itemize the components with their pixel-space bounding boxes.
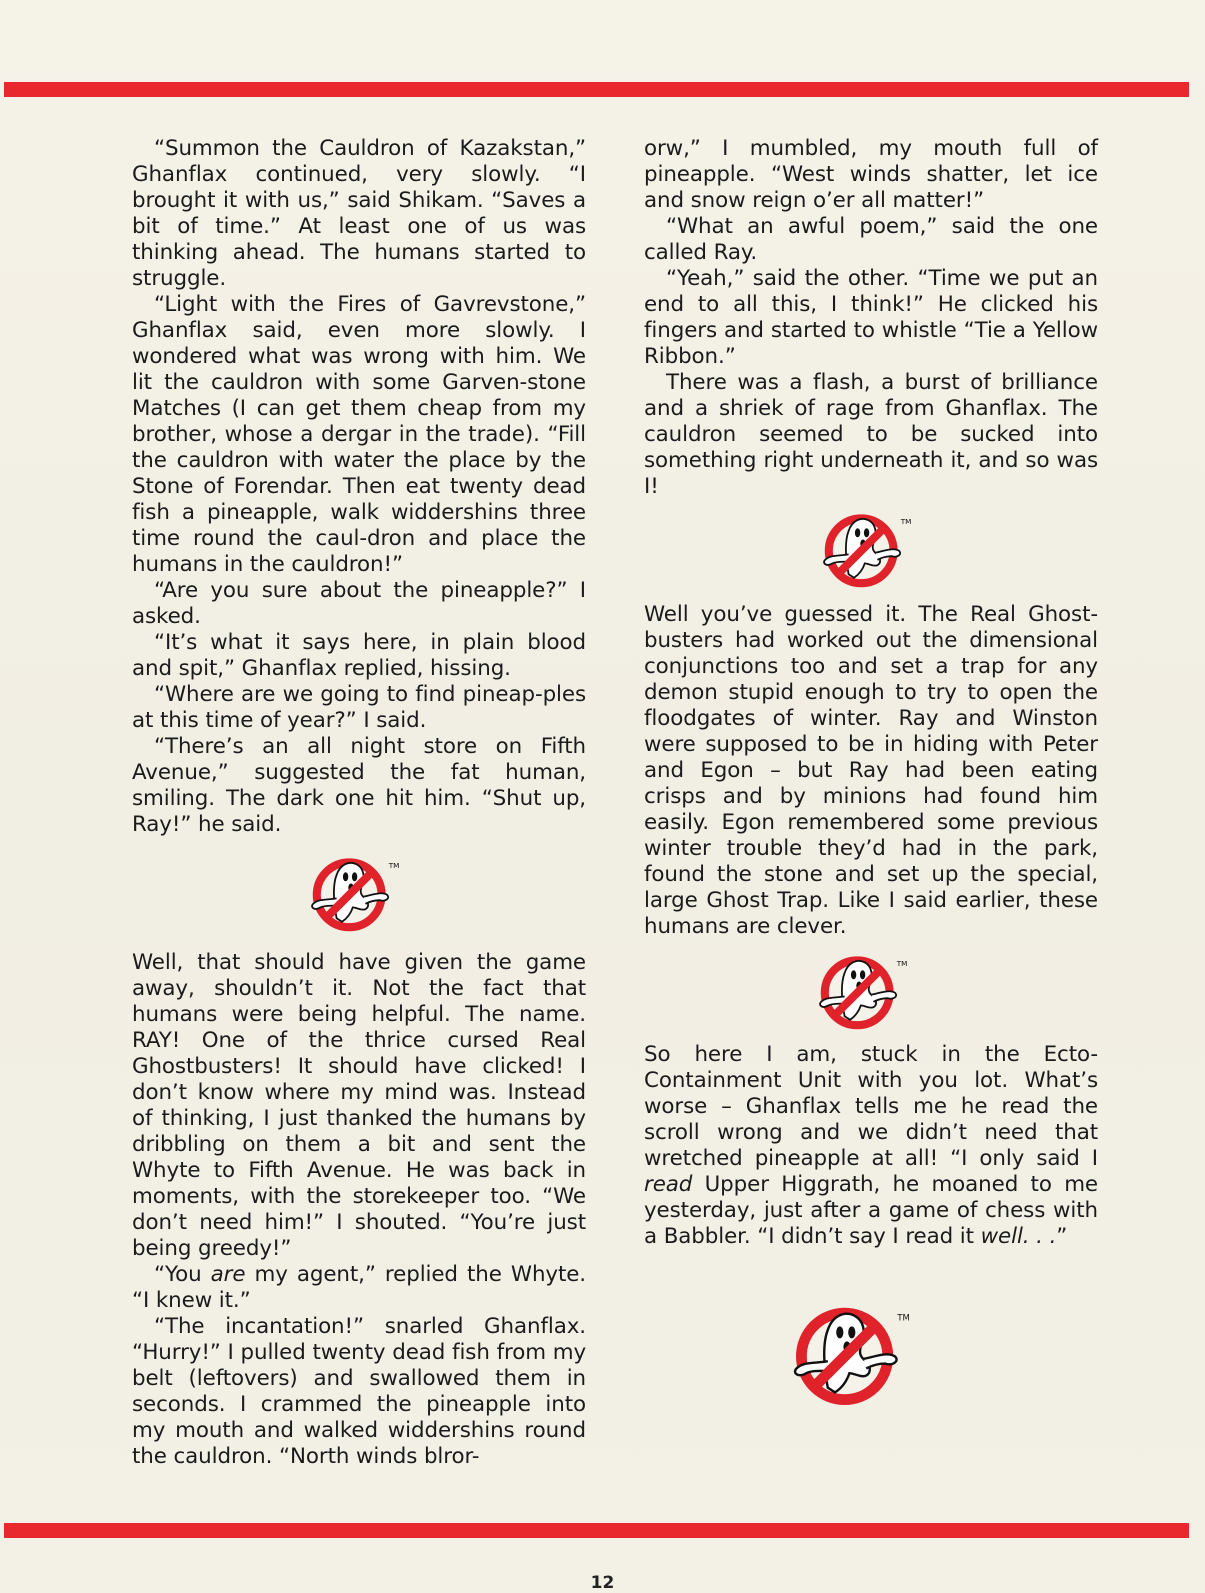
- top-red-band: [4, 82, 1189, 97]
- ghostbusters-logo-icon: [808, 504, 918, 594]
- ghostbusters-logo-large-icon: [772, 1294, 922, 1414]
- paragraph-part: Upper Higgrath, he moaned to me yesterday, just after a game of chess with a Babbler. “I didn’t say I read it: [644, 1172, 1098, 1249]
- paragraph: Well, that should have given the game away, shouldn’t it. Not the fact that humans were being helpful. The name. RAY! One of the thrice cursed Real Ghostbusters! It should have clicked! I don’t know where my mind was. Instead of thinking, I just thanked the humans by dribbling on them a bit and sent the Whyte to Fifth Avenue. He was back in moments, with the storekeeper too. “We don’t need him!” I shouted. “You’re just being greedy!”: [132, 950, 586, 1261]
- bottom-red-band: [4, 1523, 1189, 1538]
- paragraph: “Where are we going to find pineap-ples at this time of year?” I said.: [132, 682, 586, 733]
- paragraph-part: ”: [1056, 1224, 1068, 1249]
- trademark-text: TM: [896, 958, 908, 968]
- paragraph: [132, 1262, 586, 1314]
- paragraph: Well you’ve guessed it. The Real Ghost-busters had worked out the dimensional conjunctions too and set a trap for any demon stupid enough to try to open the floodgates of winter. Ray and Winston were supposed to be in hiding with Peter and Egon – but Ray had been eating crisps and by minions had found him easily. Egon remembered some previous winter trouble they’d had in the park, found the stone and set up the special, large Ghost Trap. Like I said earlier, these humans are clever.: [644, 602, 1098, 939]
- logo-block: [644, 1294, 1098, 1424]
- emphasis: well. . .: [980, 1224, 1057, 1249]
- ghostbusters-logo-icon: [804, 946, 914, 1036]
- paragraph: There was a flash, a burst of brilliance and a shriek of rage from Ghanflax. The cauldron seemed to be sucked into something right underneath it, and so was I!: [644, 370, 1098, 499]
- ghostbusters-logo-icon: [296, 848, 406, 938]
- logo-block: [132, 838, 586, 950]
- paragraph: “What an awful poem,” said the one called Ray.: [644, 214, 1098, 265]
- paragraph: “The incantation!” snarled Ghanflax. “Hurry!” I pulled twenty dead fish from my belt (leftovers) and swallowed them in seconds. I crammed the pineapple into my mouth and walked widdershins round the cauldron. “North winds blror-: [132, 1314, 586, 1469]
- page-number: 12: [590, 1573, 615, 1593]
- emphasis: read: [644, 1172, 693, 1197]
- logo-block: [644, 500, 1098, 602]
- trademark-text: TM: [897, 1312, 910, 1323]
- paragraph: “It’s what it says here, in plain blood and spit,” Ghanflax replied, hissing.: [132, 630, 586, 681]
- paragraph-part: my agent,” replied the Whyte. “I knew it.”: [132, 1262, 587, 1313]
- paragraph-part: “You: [154, 1262, 211, 1287]
- paragraph-part: So here I am, stuck in the Ecto-Containment Unit with you lot. What’s worse – Ghanflax tells me he read the scroll wrong and we didn’t need that wretched pineapple at all! “I only said I: [644, 1042, 1098, 1171]
- paragraph: “Summon the Cauldron of Kazakstan,” Ghanflax continued, very slowly. “I brought it with us,” said Shikam. “Saves a bit of time.” At least one of us was thinking ahead. The humans started to struggle.: [132, 136, 586, 291]
- left-column: [132, 136, 586, 1470]
- paragraph: “Light with the Fires of Gavrevstone,” Ghanflax said, even more slowly. I wondered what was wrong with him. We lit the cauldron with some Garven-stone Matches (I can get them cheap from my brother, whose a dergar in the trade). “Fill the cauldron with water the place by the Stone of Forendar. Then eat twenty dead fish a pineapple, walk widdershins three time round the caul-dron and place the humans in the cauldron!”: [132, 292, 586, 577]
- paragraph: “Are you sure about the pineapple?” I asked.: [132, 578, 586, 629]
- right-column: [644, 136, 1098, 1424]
- logo-block: [644, 940, 1098, 1042]
- paragraph: orw,” I mumbled, my mouth full of pineapple. “West winds shatter, let ice and snow reign o’er all matter!”: [644, 136, 1098, 213]
- trademark-text: TM: [388, 860, 400, 870]
- paragraph: “There’s an all night store on Fifth Avenue,” suggested the fat human, smiling. The dark one hit him. “Shut up, Ray!” he said.: [132, 734, 586, 837]
- paragraph: “Yeah,” said the other. “Time we put an end to all this, I think!” He clicked his fingers and started to whistle “Tie a Yellow Ribbon.”: [644, 266, 1098, 369]
- trademark-text: TM: [900, 516, 912, 526]
- paragraph: [644, 1042, 1098, 1250]
- emphasis: are: [210, 1262, 246, 1287]
